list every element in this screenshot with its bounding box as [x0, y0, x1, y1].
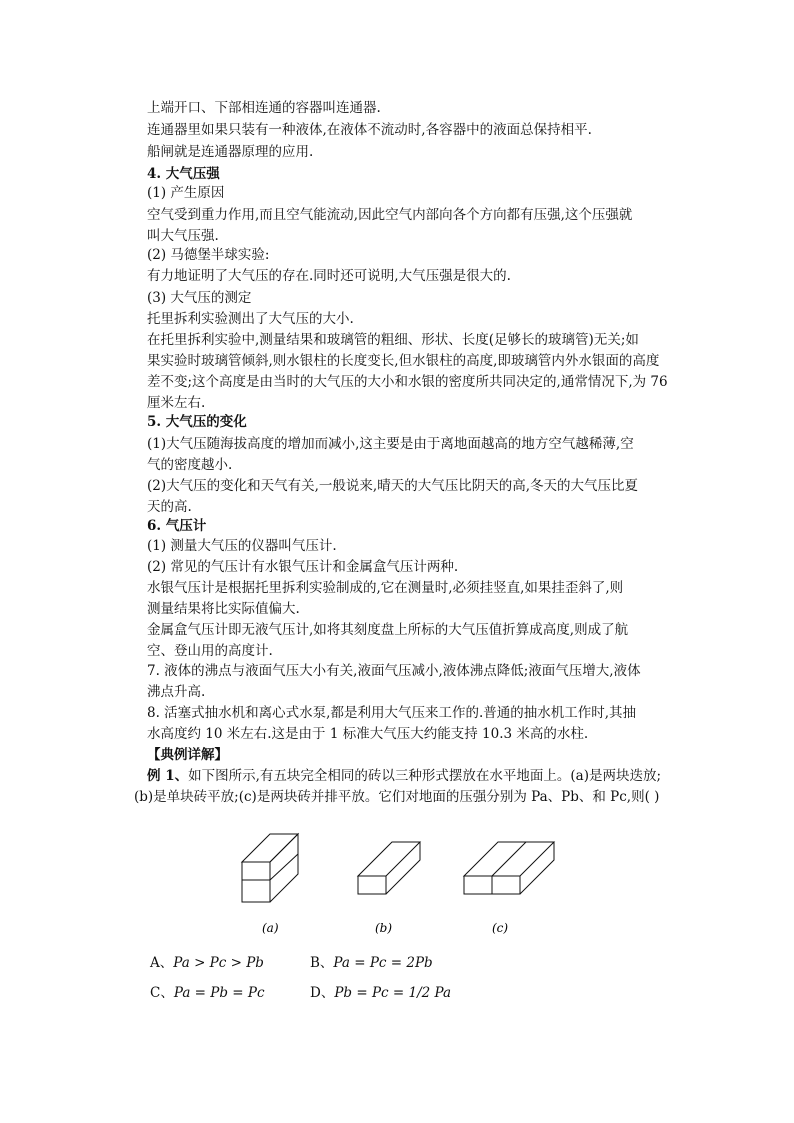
text-line: 空气受到重力作用,而且空气能流动,因此空气内部向各个方向都有压强,这个压强就 [147, 207, 633, 223]
text-line: 水银气压计是根据托里拆利实验制成的,它在测量时,必须挂竖直,如果挂歪斜了,则 [147, 580, 624, 596]
text-line: 金属盒气压计即无液气压计,如将其刻度盘上所标的大气压值折算成高度,则成了航 [147, 622, 629, 638]
bricks-diagram [230, 822, 560, 940]
option-d[interactable]: D、Pb = Pc = 1/2 Pa [310, 985, 452, 1001]
section-heading: 6. 气压计 [147, 518, 207, 534]
option-b-expression: Pa = Pc = 2Pb [333, 955, 433, 971]
text-line: 沸点升高. [147, 684, 206, 700]
text-line: (2) 常见的气压计有水银气压计和金属盒气压计两种. [147, 559, 459, 575]
section-heading: 4. 大气压强 [147, 166, 220, 182]
figure-label-a: (a) [262, 921, 279, 935]
text-line: 8. 活塞式抽水机和离心式水泵,都是利用大气压来工作的.普通的抽水机工作时,其抽 [147, 705, 637, 721]
text-line: (1)大气压随海拔高度的增加而减小,这主要是由于离地面越高的地方空气越稀薄,空 [147, 436, 634, 452]
option-a-expression: Pa > Pc > Pb [173, 955, 264, 971]
example-text: 如下图所示,有五块完全相同的砖以三种形式摆放在水平地面上。(a)是两块迭放; [188, 768, 662, 784]
bricks-figure [230, 822, 560, 940]
text-line: (2)大气压的变化和天气有关,一般说来,晴天的大气压比阴天的高,冬天的大气压比夏 [147, 478, 638, 494]
section-heading: 5. 大气压的变化 [147, 414, 247, 430]
brick-pair-c [464, 842, 554, 894]
brick-single-b [358, 842, 420, 894]
example-label: 例 1、 [147, 768, 189, 784]
option-c-expression: Pa = Pb = Pc [173, 985, 265, 1001]
example-question-line [147, 766, 661, 786]
option-a[interactable]: A、Pa > Pc > Pb [150, 955, 264, 971]
text-line: (1) 测量大气压的仪器叫气压计. [147, 538, 337, 554]
text-line: 7. 液体的沸点与液面气压大小有关,液面气压减小,液体沸点降低;液面气压增大,液体 [147, 663, 641, 679]
text-line: 上端开口、下部相连通的容器叫连通器. [147, 100, 381, 116]
text-line: 船闸就是连通器原理的应用. [147, 144, 314, 160]
text-line: 水高度约 10 米左右.这是由于 1 标准大气压大约能支持 10.3 米高的水柱. [147, 726, 589, 742]
text-line: 叫大气压强. [147, 228, 219, 244]
text-line: 在托里拆利实验中,测量结果和玻璃管的粗细、形状、长度(足够长的玻璃管)无关;如 [147, 332, 639, 348]
figure-label-c: (c) [492, 921, 509, 935]
text-line: 托里拆利实验测出了大气压的大小. [147, 311, 354, 327]
example-question-line: (b)是单块砖平放;(c)是两块砖并排平放。它们对地面的压强分别为 Pa、Pb、和 Pc,则( ) [134, 789, 660, 805]
text-line: 厘米左右. [147, 395, 206, 411]
subsection-label: (1) 产生原因 [147, 185, 225, 201]
text-line: 有力地证明了大气压的存在.同时还可说明,大气压强是很大的. [147, 268, 511, 284]
text-line: 连通器里如果只装有一种液体,在液体不流动时,各容器中的液面总保持相平. [147, 122, 592, 138]
text-line: 空、登山用的高度计. [147, 643, 273, 659]
example-heading: 【典例详解】 [147, 747, 228, 763]
subsection-label: (3) 大气压的测定 [147, 290, 252, 306]
text-line: 测量结果将比实际值偏大. [147, 601, 300, 617]
option-b[interactable]: B、Pa = Pc = 2Pb [310, 955, 433, 971]
text-line: 气的密度越小. [147, 457, 233, 473]
option-c[interactable]: C、Pa = Pb = Pc [150, 985, 265, 1001]
subsection-label: (2) 马德堡半球实验: [147, 247, 270, 263]
text-line: 果实验时玻璃管倾斜,则水银柱的长度变长,但水银柱的高度,即玻璃管内外水银面的高度 [147, 353, 660, 369]
brick-stack-a [242, 834, 298, 902]
text-line: 天的高. [147, 499, 192, 515]
figure-label-b: (b) [375, 921, 393, 935]
text-line: 差不变;这个高度是由当时的大气压的大小和水银的密度所共同决定的,通常情况下,为 76 [147, 374, 668, 390]
option-d-expression: Pb = Pc = 1/2 Pa [334, 985, 452, 1001]
